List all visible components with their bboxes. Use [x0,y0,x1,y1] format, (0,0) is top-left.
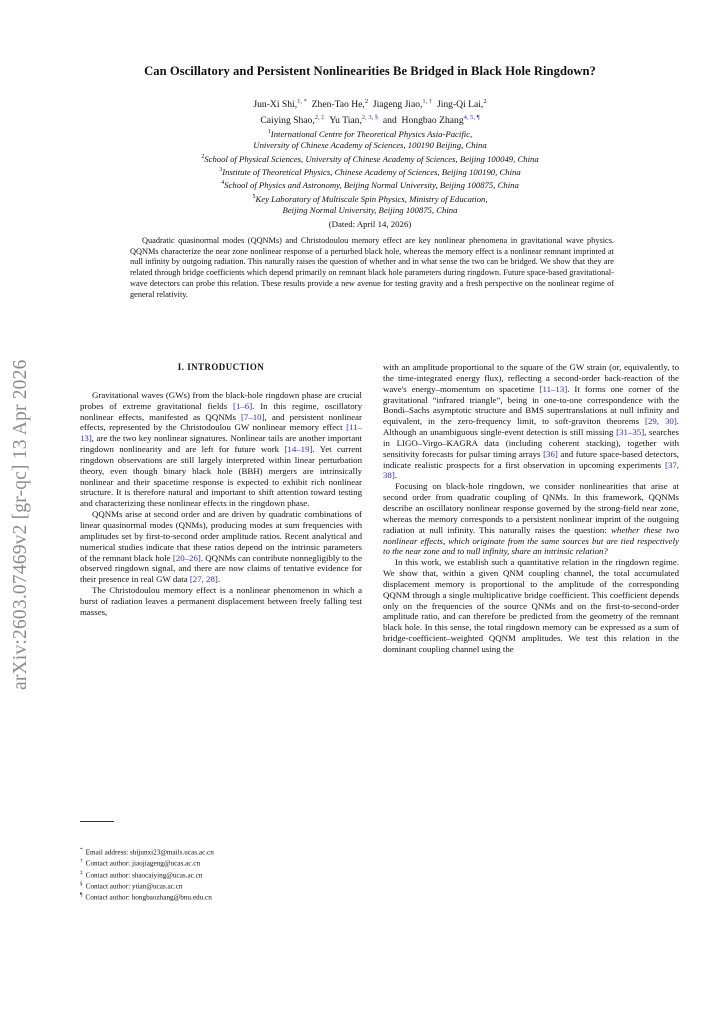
citation-link[interactable]: [11–13] [539,383,568,394]
footnote-item: † Contact author: jiaojiageng@ucas.ac.cn [80,858,201,868]
author-conjunction: and [382,114,397,126]
footnote-item: ¶ Contact author: hongbaozhang@bnu.edu.cn [80,892,212,902]
author-mark[interactable]: 2, 3, § [361,113,379,121]
footnote-item: § Contact author: ytian@ucas.ac.cn [80,880,183,891]
paragraph: Focusing on black-hole ringdown, we consider nonlinearities that arise at second order from quadratic coupling of QNMs. In this framework, QQNMs describe an oscillatory nonlinear response governed by the strong-field near zone, whereas the memory corresponds to a persistent nonlinear imprint of the outgoing radiation at null infinity. This naturally raises the question: whether these two nonlinear effects, which originate from the same sources but are tied respectively to the near zone and to null infinity, share an intrinsic relation? [383,481,679,557]
date-line: (Dated: April 14, 2026) [328,219,412,229]
affil-mark: 2 [201,153,205,160]
footnote-rule [80,821,114,822]
affiliation-line: Beijing Normal University, Beijing 100875, China [282,204,458,215]
author-mark[interactable]: 1, * [297,98,307,105]
author-name: Zhen-Tao He, [311,99,365,111]
author-mark[interactable]: 1, † [422,98,433,105]
affil-mark: 1 [267,129,271,135]
citation-link[interactable]: [14–19] [284,444,313,455]
affiliation-line: International Centre for Theoretical Physics Asia-Pacific, [270,128,473,139]
paragraph: QQNMs arise at second order and are driven by quadratic combinations of linear quasinormal modes (QNMs), producing modes at sum frequencies with amplitudes set by first-to-second order amplitude ratios. Recent analytical and numerical studies indicate that these ratios depend on the intrinsic parameters of the remnant black hole [20–26]. QQNMs can contribute nonnegligibly to the observed ringdown signal, and there are now claims of tentative evidence for their presence in real GW data [27, 28]. [80,509,362,585]
paper-title: Can Oscillatory and Persistent Nonlinearities Be Bridged in Black Hole Ringdown? [144,64,596,78]
affiliation-line: Institute of Theoretical Physics, Chinese Academy of Sciences, Beijing 100190, China [222,166,521,177]
author-name: Caiying Shao, [260,114,315,126]
author-mark: 2 [364,98,369,105]
emphasized-question: whether these two nonlinear effects, which originate from the same sources but are tied respectively to the near zone and to null infinity, share an intrinsic relation? [383,524,679,557]
author-mark[interactable]: 2, ‡ [314,113,325,121]
citation-link[interactable]: [29, 30] [645,416,677,427]
paragraph: with an amplitude proportional to the square of the GW strain (or, equivalently, to the time-integrated energy flux), reflecting a second-order back-reaction of the wave's energy–momentum on spacetime [11–13]. It forms one corner of the gravitational “infrared triangle”, being in one-to-one correspondence with the Bondi–Sachs asymptotic structure and BMS supertranslations at null infinity and equivalent, in the zero-frequency limit, to soft-graviton theorems [29, 30]. Although an unambiguous single-event detection is still missing [31–35], searches in LIGO–Virgo–KAGRA data (including coherent stacking), together with sensitivity forecasts for pulsar timing arrays [36] and future space-based detectors, indicate realistic prospects for a first observation in upcoming experiments [37, 38]. [383,362,679,481]
citation-link[interactable]: [27, 28] [189,574,218,585]
citation-link[interactable]: [36] [543,448,558,459]
author-name: Yu Tian, [329,114,362,126]
author-name: Hongbao Zhang [401,114,464,126]
right-column [383,362,679,655]
author-name: Jing-Qi Lai, [436,99,484,111]
citation-link[interactable]: [31–35] [616,427,645,438]
citation-link[interactable]: [7–10] [240,411,265,422]
author-name: Jiageng Jiao, [372,99,423,111]
abstract: Quadratic quasinormal modes (QQNMs) and Christodoulou memory effect are key nonlinear phenomena in gravitational wave physics. QQNMs characterize the near zone nonlinear response of a perturbed black hole, whereas the memory effect is a nonlinear remnant imprinted at null infinity by outgoing radiation. This naturally raises the question of whether and in what sense the two can be bridged. We show that they are related through bridge coefficients which depend primarily on remnant black hole parameters during ringdown. Future space-based gravitational-wave detectors can probe this relation. These results provide a new avenue for testing gravity and a fresh perspective on the nonlinear regime of general relativity. [130,236,614,299]
affil-mark: 5 [252,193,256,200]
footnotes [80,846,362,902]
author-name: Jun-Xi Shi, [253,99,298,111]
affil-mark: 3 [219,167,223,173]
affiliation-line: University of Chinese Academy of Sciences, 100190 Beijing, China [253,140,487,151]
arxiv-identifier[interactable]: arXiv:2603.07469v2 [gr-qc] 13 Apr 2026 [10,359,31,690]
author-mark[interactable]: 4, 5, ¶ [463,113,480,121]
arxiv-stamp [10,359,40,730]
citation-link[interactable]: [1–6] [233,400,253,411]
citation-link[interactable]: [20–26] [172,552,201,563]
left-column [80,362,362,618]
footnote-item: ‡ Contact author: shaocaiying@ucas.ac.cn [80,869,203,879]
affiliation-line: School of Physics and Astronomy, Beijing Normal University, Beijing 100875, China [224,180,519,191]
paragraph: In this work, we establish such a quantitative relation in the ringdown regime. We show that, within a given QNM coupling channel, the total accumulated displacement memory is proportional to the amplitude of the corresponding QQNM through a single multiplicative bridge coefficient. This coefficient depends only on the frequencies of the source QNMs and on the first-to-second-order amplitude ratio, and can therefore be predicted from the geometry of the remnant black hole. In this sense, the total ringdown memory can be expressed as a sum of bridge-coefficient–weighted QQNM amplitudes. We test this relation in the dominant coupling channel using the [383,557,679,654]
paragraph: Gravitational waves (GWs) from the black-hole ringdown phase are crucial probes of extreme gravitational fields [1–6]. In this regime, oscillatory nonlinear effects, manifested as QQNMs [7–10], and persistent nonlinear effects, represented by the Christodoulou GW nonlinear memory effect [11–13], are the two key nonlinear signatures. Nonlinear tails are another important ringdown nonlinearity and are left for future work [14–19]. Yet current ringdown observations are still largely interpreted within linear perturbation theory, even though binary black hole (BBH) mergers are intrinsically nonlinear and their spacetime response is expected to exhibit rich nonlinear structure. It is therefore natural and important to shift attention toward testing and characterizing these nonlinear effects in the ringdown phase. [80,389,363,509]
author-list [60,96,680,127]
paragraph: The Christodoulou memory effect is a nonlinear phenomenon in which a burst of radiation leaves a permanent displacement between freely falling test masses, [80,585,362,617]
footnote-item: * Email address: shijunxi23@mails.ucas.ac.cn [80,847,214,857]
affil-mark: 4 [221,180,225,187]
affiliation-line: School of Physical Sciences, University of Chinese Academy of Sciences, Beijing 100049, China [204,153,539,164]
affiliations [60,127,680,216]
section-heading: I. INTRODUCTION [177,362,265,372]
citation-link[interactable]: [11–13] [80,422,362,444]
author-mark: 2 [483,98,487,105]
citation-link[interactable]: [37, 38] [383,459,679,481]
affiliation-line: Key Laboratory of Multiscale Spin Physics, Ministry of Education, [255,193,488,204]
